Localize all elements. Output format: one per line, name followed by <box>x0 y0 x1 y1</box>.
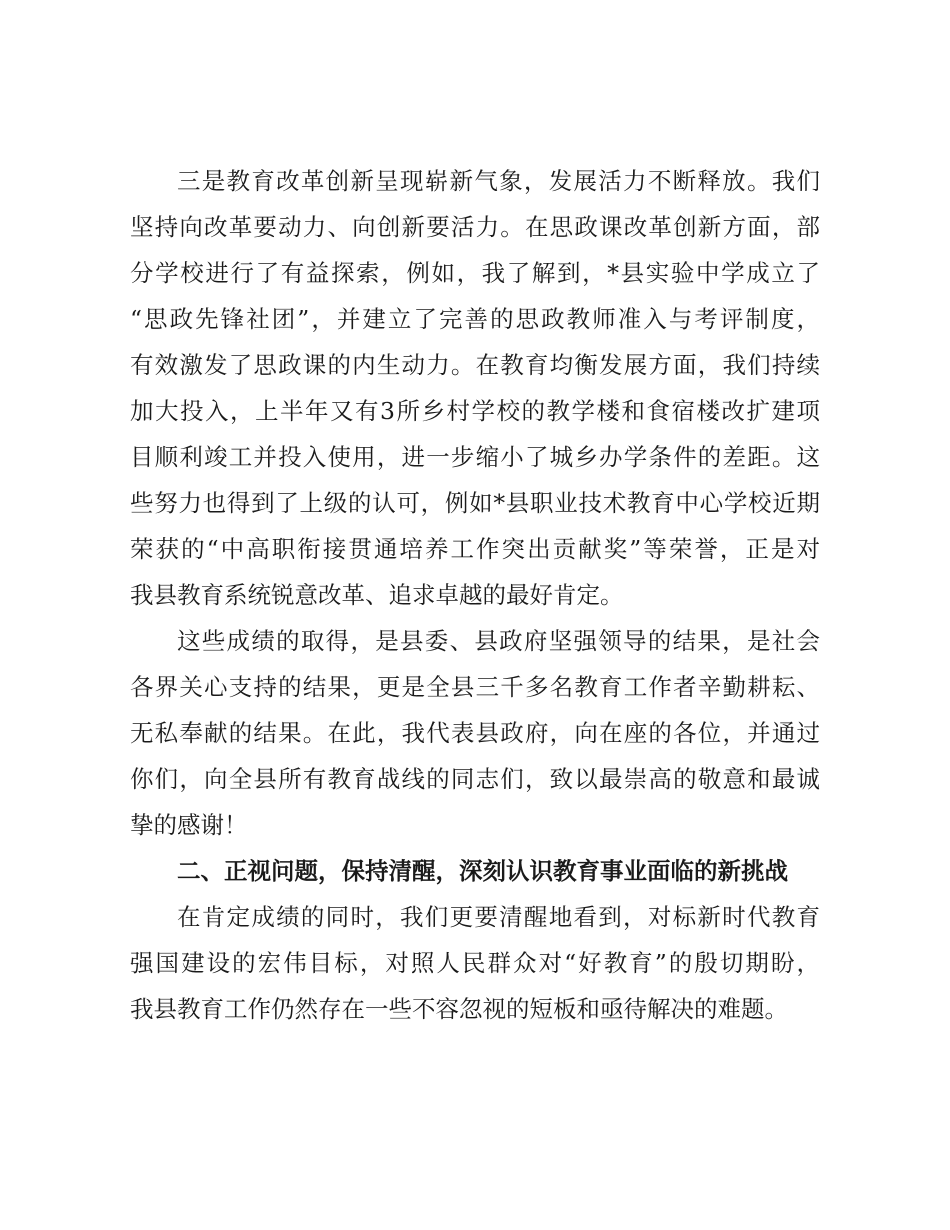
text-line: 三是教育改革创新呈现崭新气象，发展活力不断释放。我们 <box>177 167 820 195</box>
paragraph-reform-innovation <box>130 158 820 618</box>
text-line: 各界关心支持的结果，更是全县三千多名教育工作者辛勤耕耘、 <box>130 673 820 701</box>
text-line: 挚的感谢！ <box>130 811 248 839</box>
paragraph-acknowledgement <box>130 618 820 848</box>
paragraph-challenges <box>130 894 820 1032</box>
text-line: 目顺利竣工并投入使用，进一步缩小了城乡办学条件的差距。这 <box>130 443 820 471</box>
document-body <box>130 158 820 1032</box>
text-line: 我县教育系统锐意改革、追求卓越的最好肯定。 <box>130 581 624 609</box>
text-line: 这些成绩的取得，是县委、县政府坚强领导的结果，是社会 <box>177 627 820 655</box>
section-heading <box>130 848 820 894</box>
text-line: 我县教育工作仍然存在一些不容忽视的短板和亟待解决的难题。 <box>130 995 788 1023</box>
text-line: 无私奉献的结果。在此，我代表县政府，向在座的各位，并通过 <box>130 719 820 747</box>
text-line: 些努力也得到了上级的认可，例如*县职业技术教育中心学校近期 <box>130 489 820 517</box>
text-line: 强国建设的宏伟目标，对照人民群众对“好教育”的殷切期盼， <box>130 949 820 977</box>
text-line: 分学校进行了有益探索，例如，我了解到，*县实验中学成立了 <box>130 259 820 287</box>
text-line: 在肯定成绩的同时，我们更要清醒地看到，对标新时代教育 <box>177 903 820 931</box>
text-line: 有效激发了思政课的内生动力。在教育均衡发展方面，我们持续 <box>130 351 820 379</box>
text-line: 坚持向改革要动力、向创新要活力。在思政课改革创新方面，部 <box>130 213 820 241</box>
text-line: 荣获的“中高职衔接贯通培养工作突出贡献奖”等荣誉，正是对 <box>130 535 820 563</box>
text-line: 加大投入，上半年又有3所乡村学校的教学楼和食宿楼改扩建项 <box>130 397 820 425</box>
text-line: “思政先锋社团”，并建立了完善的思政教师准入与考评制度， <box>130 305 820 333</box>
heading-text: 二、正视问题，保持清醒，深刻认识教育事业面临的新挑战 <box>177 857 788 885</box>
text-line: 你们，向全县所有教育战线的同志们，致以最崇高的敬意和最诚 <box>130 765 820 793</box>
